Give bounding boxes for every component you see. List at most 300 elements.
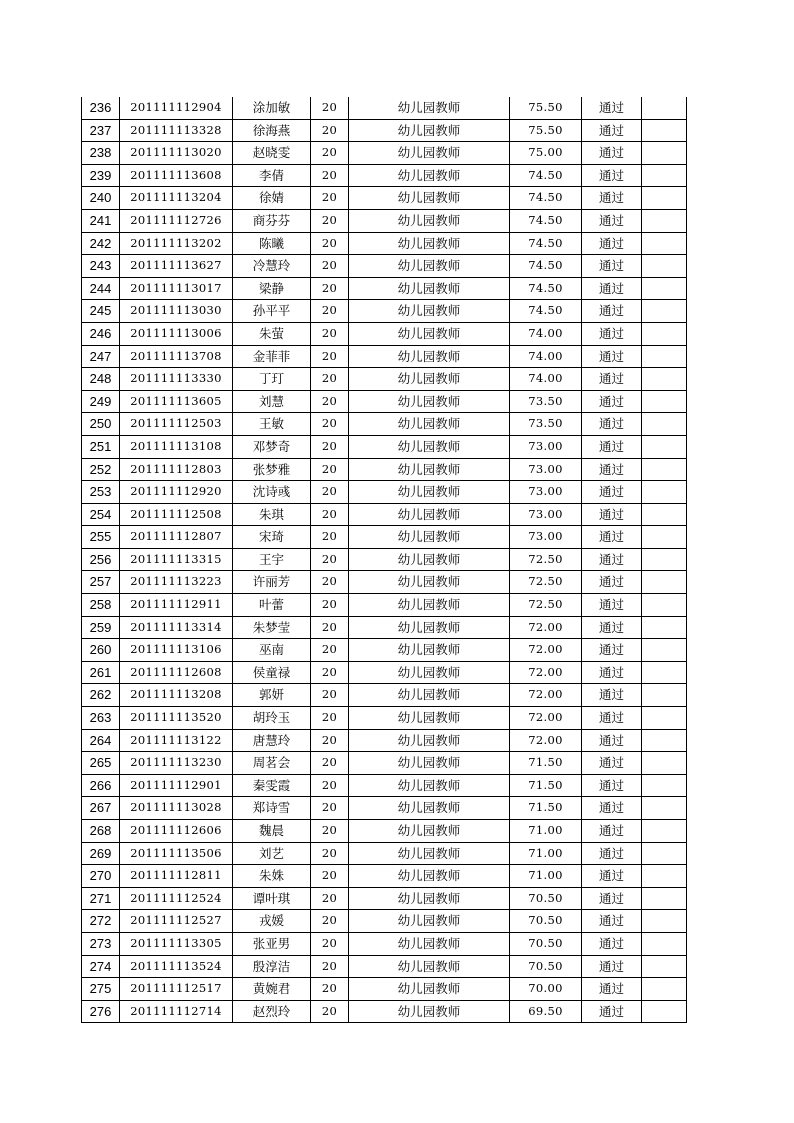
- result-status: 通过: [582, 729, 642, 752]
- row-number: 266: [82, 774, 120, 797]
- results-table: [81, 97, 687, 1023]
- result-status: 通过: [582, 503, 642, 526]
- position-name: 幼儿园教师: [349, 481, 510, 504]
- row-number: 257: [82, 571, 120, 594]
- score-value: 73.50: [510, 413, 582, 436]
- position-name: 幼儿园教师: [349, 368, 510, 391]
- candidate-id: 201111113020: [120, 142, 233, 165]
- position-name: 幼儿园教师: [349, 277, 510, 300]
- note-cell: [642, 842, 687, 865]
- note-cell: [642, 187, 687, 210]
- result-status: 通过: [582, 887, 642, 910]
- age-value: 20: [311, 820, 349, 843]
- table-row: [82, 774, 687, 797]
- position-name: 幼儿园教师: [349, 729, 510, 752]
- row-number: 263: [82, 707, 120, 730]
- candidate-id: 201111112606: [120, 820, 233, 843]
- row-number: 262: [82, 684, 120, 707]
- table-row: [82, 413, 687, 436]
- candidate-name: 朱萤: [233, 322, 311, 345]
- score-value: 71.50: [510, 774, 582, 797]
- table-row: [82, 97, 687, 119]
- note-cell: [642, 97, 687, 119]
- note-cell: [642, 435, 687, 458]
- table-row: [82, 1000, 687, 1023]
- score-value: 70.50: [510, 932, 582, 955]
- row-number: 272: [82, 910, 120, 933]
- result-status: 通过: [582, 865, 642, 888]
- table-row: [82, 322, 687, 345]
- row-number: 252: [82, 458, 120, 481]
- table-row: [82, 842, 687, 865]
- candidate-id: 201111112726: [120, 209, 233, 232]
- candidate-id: 201111113030: [120, 300, 233, 323]
- row-number: 247: [82, 345, 120, 368]
- age-value: 20: [311, 729, 349, 752]
- score-value: 72.00: [510, 707, 582, 730]
- age-value: 20: [311, 865, 349, 888]
- age-value: 20: [311, 955, 349, 978]
- age-value: 20: [311, 481, 349, 504]
- position-name: 幼儿园教师: [349, 413, 510, 436]
- note-cell: [642, 684, 687, 707]
- position-name: 幼儿园教师: [349, 458, 510, 481]
- table-row: [82, 481, 687, 504]
- candidate-id: 201111112911: [120, 594, 233, 617]
- candidate-id: 201111112904: [120, 97, 233, 119]
- row-number: 256: [82, 548, 120, 571]
- candidate-id: 201111113208: [120, 684, 233, 707]
- row-number: 258: [82, 594, 120, 617]
- row-number: 238: [82, 142, 120, 165]
- candidate-name: 殷淳洁: [233, 955, 311, 978]
- note-cell: [642, 232, 687, 255]
- score-value: 71.50: [510, 797, 582, 820]
- result-status: 通过: [582, 661, 642, 684]
- note-cell: [642, 639, 687, 662]
- row-number: 236: [82, 97, 120, 119]
- score-value: 75.00: [510, 142, 582, 165]
- candidate-id: 201111113202: [120, 232, 233, 255]
- candidate-name: 张亚男: [233, 932, 311, 955]
- table-row: [82, 526, 687, 549]
- result-status: 通过: [582, 639, 642, 662]
- result-status: 通过: [582, 255, 642, 278]
- result-status: 通过: [582, 820, 642, 843]
- note-cell: [642, 774, 687, 797]
- candidate-id: 201111112920: [120, 481, 233, 504]
- age-value: 20: [311, 548, 349, 571]
- candidate-name: 郭妍: [233, 684, 311, 707]
- row-number: 260: [82, 639, 120, 662]
- position-name: 幼儿园教师: [349, 639, 510, 662]
- table-row: [82, 797, 687, 820]
- row-number: 269: [82, 842, 120, 865]
- candidate-name: 赵晓雯: [233, 142, 311, 165]
- position-name: 幼儿园教师: [349, 661, 510, 684]
- score-value: 74.00: [510, 345, 582, 368]
- candidate-name: 丁玎: [233, 368, 311, 391]
- note-cell: [642, 616, 687, 639]
- candidate-id: 201111113106: [120, 639, 233, 662]
- score-value: 73.00: [510, 481, 582, 504]
- candidate-id: 201111113230: [120, 752, 233, 775]
- position-name: 幼儿园教师: [349, 797, 510, 820]
- age-value: 20: [311, 594, 349, 617]
- table-row: [82, 368, 687, 391]
- row-number: 261: [82, 661, 120, 684]
- row-number: 240: [82, 187, 120, 210]
- row-number: 251: [82, 435, 120, 458]
- candidate-id: 201111113006: [120, 322, 233, 345]
- note-cell: [642, 345, 687, 368]
- note-cell: [642, 368, 687, 391]
- note-cell: [642, 1000, 687, 1023]
- candidate-id: 201111112901: [120, 774, 233, 797]
- age-value: 20: [311, 774, 349, 797]
- age-value: 20: [311, 413, 349, 436]
- score-value: 72.00: [510, 616, 582, 639]
- result-status: 通过: [582, 910, 642, 933]
- score-value: 75.50: [510, 97, 582, 119]
- table-row: [82, 345, 687, 368]
- candidate-name: 唐慧玲: [233, 729, 311, 752]
- position-name: 幼儿园教师: [349, 842, 510, 865]
- score-value: 70.50: [510, 887, 582, 910]
- candidate-name: 秦雯霞: [233, 774, 311, 797]
- table-row: [82, 616, 687, 639]
- note-cell: [642, 300, 687, 323]
- table-row: [82, 119, 687, 142]
- candidate-name: 孙平平: [233, 300, 311, 323]
- candidate-name: 王宇: [233, 548, 311, 571]
- candidate-id: 201111112508: [120, 503, 233, 526]
- result-status: 通过: [582, 232, 642, 255]
- score-value: 72.00: [510, 639, 582, 662]
- note-cell: [642, 707, 687, 730]
- position-name: 幼儿园教师: [349, 255, 510, 278]
- note-cell: [642, 978, 687, 1001]
- score-value: 73.00: [510, 526, 582, 549]
- candidate-id: 201111112524: [120, 887, 233, 910]
- candidate-id: 201111113524: [120, 955, 233, 978]
- candidate-name: 周茗会: [233, 752, 311, 775]
- score-value: 74.50: [510, 209, 582, 232]
- row-number: 239: [82, 164, 120, 187]
- row-number: 242: [82, 232, 120, 255]
- candidate-name: 宋琦: [233, 526, 311, 549]
- row-number: 249: [82, 390, 120, 413]
- table-row: [82, 887, 687, 910]
- position-name: 幼儿园教师: [349, 887, 510, 910]
- table-row: [82, 458, 687, 481]
- result-status: 通过: [582, 187, 642, 210]
- candidate-name: 刘艺: [233, 842, 311, 865]
- age-value: 20: [311, 345, 349, 368]
- note-cell: [642, 548, 687, 571]
- row-number: 265: [82, 752, 120, 775]
- candidate-id: 201111113017: [120, 277, 233, 300]
- note-cell: [642, 458, 687, 481]
- note-cell: [642, 390, 687, 413]
- position-name: 幼儿园教师: [349, 187, 510, 210]
- result-status: 通过: [582, 209, 642, 232]
- age-value: 20: [311, 978, 349, 1001]
- position-name: 幼儿园教师: [349, 390, 510, 413]
- row-number: 276: [82, 1000, 120, 1023]
- table-row: [82, 232, 687, 255]
- age-value: 20: [311, 684, 349, 707]
- candidate-name: 胡玲玉: [233, 707, 311, 730]
- position-name: 幼儿园教师: [349, 865, 510, 888]
- table-row: [82, 932, 687, 955]
- result-status: 通过: [582, 277, 642, 300]
- result-status: 通过: [582, 1000, 642, 1023]
- note-cell: [642, 164, 687, 187]
- candidate-name: 涂加敏: [233, 97, 311, 119]
- candidate-name: 黄婉君: [233, 978, 311, 1001]
- position-name: 幼儿园教师: [349, 571, 510, 594]
- note-cell: [642, 661, 687, 684]
- candidate-id: 201111113028: [120, 797, 233, 820]
- table-row: [82, 435, 687, 458]
- row-number: 248: [82, 368, 120, 391]
- age-value: 20: [311, 209, 349, 232]
- row-number: 255: [82, 526, 120, 549]
- result-status: 通过: [582, 345, 642, 368]
- candidate-id: 201111113314: [120, 616, 233, 639]
- position-name: 幼儿园教师: [349, 142, 510, 165]
- row-number: 264: [82, 729, 120, 752]
- table-row: [82, 639, 687, 662]
- table-row: [82, 277, 687, 300]
- score-value: 71.50: [510, 752, 582, 775]
- candidate-id: 201111112503: [120, 413, 233, 436]
- age-value: 20: [311, 164, 349, 187]
- row-number: 250: [82, 413, 120, 436]
- position-name: 幼儿园教师: [349, 752, 510, 775]
- age-value: 20: [311, 97, 349, 119]
- candidate-name: 金菲菲: [233, 345, 311, 368]
- candidate-id: 201111112517: [120, 978, 233, 1001]
- note-cell: [642, 594, 687, 617]
- age-value: 20: [311, 232, 349, 255]
- result-status: 通过: [582, 774, 642, 797]
- age-value: 20: [311, 1000, 349, 1023]
- age-value: 20: [311, 277, 349, 300]
- row-number: 243: [82, 255, 120, 278]
- score-value: 74.50: [510, 300, 582, 323]
- result-status: 通过: [582, 594, 642, 617]
- score-value: 73.50: [510, 390, 582, 413]
- table-row: [82, 955, 687, 978]
- score-value: 72.00: [510, 729, 582, 752]
- row-number: 253: [82, 481, 120, 504]
- row-number: 273: [82, 932, 120, 955]
- score-value: 70.50: [510, 955, 582, 978]
- candidate-id: 201111113708: [120, 345, 233, 368]
- age-value: 20: [311, 119, 349, 142]
- age-value: 20: [311, 187, 349, 210]
- row-number: 268: [82, 820, 120, 843]
- age-value: 20: [311, 639, 349, 662]
- candidate-name: 刘慧: [233, 390, 311, 413]
- position-name: 幼儿园教师: [349, 707, 510, 730]
- score-value: 74.50: [510, 164, 582, 187]
- result-status: 通过: [582, 548, 642, 571]
- position-name: 幼儿园教师: [349, 435, 510, 458]
- note-cell: [642, 503, 687, 526]
- position-name: 幼儿园教师: [349, 119, 510, 142]
- position-name: 幼儿园教师: [349, 300, 510, 323]
- note-cell: [642, 119, 687, 142]
- candidate-id: 201111113122: [120, 729, 233, 752]
- result-status: 通过: [582, 955, 642, 978]
- table-row: [82, 209, 687, 232]
- age-value: 20: [311, 932, 349, 955]
- score-value: 74.00: [510, 322, 582, 345]
- score-value: 74.50: [510, 277, 582, 300]
- position-name: 幼儿园教师: [349, 774, 510, 797]
- result-status: 通过: [582, 616, 642, 639]
- result-status: 通过: [582, 707, 642, 730]
- score-value: 71.00: [510, 865, 582, 888]
- age-value: 20: [311, 616, 349, 639]
- age-value: 20: [311, 458, 349, 481]
- candidate-id: 201111113330: [120, 368, 233, 391]
- result-status: 通过: [582, 842, 642, 865]
- table-row: [82, 661, 687, 684]
- candidate-name: 叶蕾: [233, 594, 311, 617]
- candidate-name: 谭叶琪: [233, 887, 311, 910]
- score-value: 69.50: [510, 1000, 582, 1023]
- age-value: 20: [311, 910, 349, 933]
- position-name: 幼儿园教师: [349, 209, 510, 232]
- result-status: 通过: [582, 119, 642, 142]
- note-cell: [642, 887, 687, 910]
- result-status: 通过: [582, 752, 642, 775]
- position-name: 幼儿园教师: [349, 910, 510, 933]
- score-value: 74.50: [510, 187, 582, 210]
- score-value: 73.00: [510, 458, 582, 481]
- position-name: 幼儿园教师: [349, 97, 510, 119]
- table-row: [82, 910, 687, 933]
- candidate-id: 201111112803: [120, 458, 233, 481]
- score-value: 72.50: [510, 548, 582, 571]
- position-name: 幼儿园教师: [349, 616, 510, 639]
- note-cell: [642, 571, 687, 594]
- table-row: [82, 142, 687, 165]
- note-cell: [642, 955, 687, 978]
- score-value: 70.50: [510, 910, 582, 933]
- result-status: 通过: [582, 322, 642, 345]
- row-number: 271: [82, 887, 120, 910]
- position-name: 幼儿园教师: [349, 820, 510, 843]
- candidate-id: 201111113627: [120, 255, 233, 278]
- note-cell: [642, 322, 687, 345]
- note-cell: [642, 910, 687, 933]
- results-table-body: [82, 97, 687, 1023]
- score-value: 72.00: [510, 684, 582, 707]
- score-value: 72.50: [510, 594, 582, 617]
- score-value: 74.50: [510, 232, 582, 255]
- table-row: [82, 255, 687, 278]
- candidate-id: 201111113204: [120, 187, 233, 210]
- result-status: 通过: [582, 481, 642, 504]
- age-value: 20: [311, 842, 349, 865]
- row-number: 259: [82, 616, 120, 639]
- score-value: 74.00: [510, 368, 582, 391]
- age-value: 20: [311, 797, 349, 820]
- position-name: 幼儿园教师: [349, 684, 510, 707]
- row-number: 241: [82, 209, 120, 232]
- candidate-id: 201111113605: [120, 390, 233, 413]
- result-status: 通过: [582, 164, 642, 187]
- note-cell: [642, 209, 687, 232]
- result-status: 通过: [582, 413, 642, 436]
- score-value: 71.00: [510, 842, 582, 865]
- table-row: [82, 729, 687, 752]
- position-name: 幼儿园教师: [349, 955, 510, 978]
- candidate-name: 赵烈玲: [233, 1000, 311, 1023]
- row-number: 275: [82, 978, 120, 1001]
- position-name: 幼儿园教师: [349, 594, 510, 617]
- result-status: 通过: [582, 526, 642, 549]
- candidate-id: 201111112527: [120, 910, 233, 933]
- candidate-name: 朱梦莹: [233, 616, 311, 639]
- age-value: 20: [311, 255, 349, 278]
- candidate-id: 201111112811: [120, 865, 233, 888]
- position-name: 幼儿园教师: [349, 232, 510, 255]
- age-value: 20: [311, 390, 349, 413]
- row-number: 245: [82, 300, 120, 323]
- score-value: 72.50: [510, 571, 582, 594]
- candidate-name: 梁静: [233, 277, 311, 300]
- result-status: 通过: [582, 97, 642, 119]
- row-number: 246: [82, 322, 120, 345]
- candidate-id: 201111113305: [120, 932, 233, 955]
- row-number: 244: [82, 277, 120, 300]
- note-cell: [642, 932, 687, 955]
- age-value: 20: [311, 322, 349, 345]
- candidate-name: 张梦雅: [233, 458, 311, 481]
- candidate-name: 侯童禄: [233, 661, 311, 684]
- row-number: 270: [82, 865, 120, 888]
- row-number: 254: [82, 503, 120, 526]
- position-name: 幼儿园教师: [349, 345, 510, 368]
- age-value: 20: [311, 707, 349, 730]
- age-value: 20: [311, 752, 349, 775]
- note-cell: [642, 865, 687, 888]
- score-value: 73.00: [510, 435, 582, 458]
- age-value: 20: [311, 503, 349, 526]
- candidate-name: 王敏: [233, 413, 311, 436]
- age-value: 20: [311, 661, 349, 684]
- position-name: 幼儿园教师: [349, 164, 510, 187]
- table-row: [82, 707, 687, 730]
- candidate-name: 戎媛: [233, 910, 311, 933]
- age-value: 20: [311, 887, 349, 910]
- row-number: 237: [82, 119, 120, 142]
- candidate-name: 邓梦奇: [233, 435, 311, 458]
- result-status: 通过: [582, 978, 642, 1001]
- age-value: 20: [311, 526, 349, 549]
- position-name: 幼儿园教师: [349, 322, 510, 345]
- score-value: 75.50: [510, 119, 582, 142]
- position-name: 幼儿园教师: [349, 932, 510, 955]
- table-row: [82, 865, 687, 888]
- result-status: 通过: [582, 300, 642, 323]
